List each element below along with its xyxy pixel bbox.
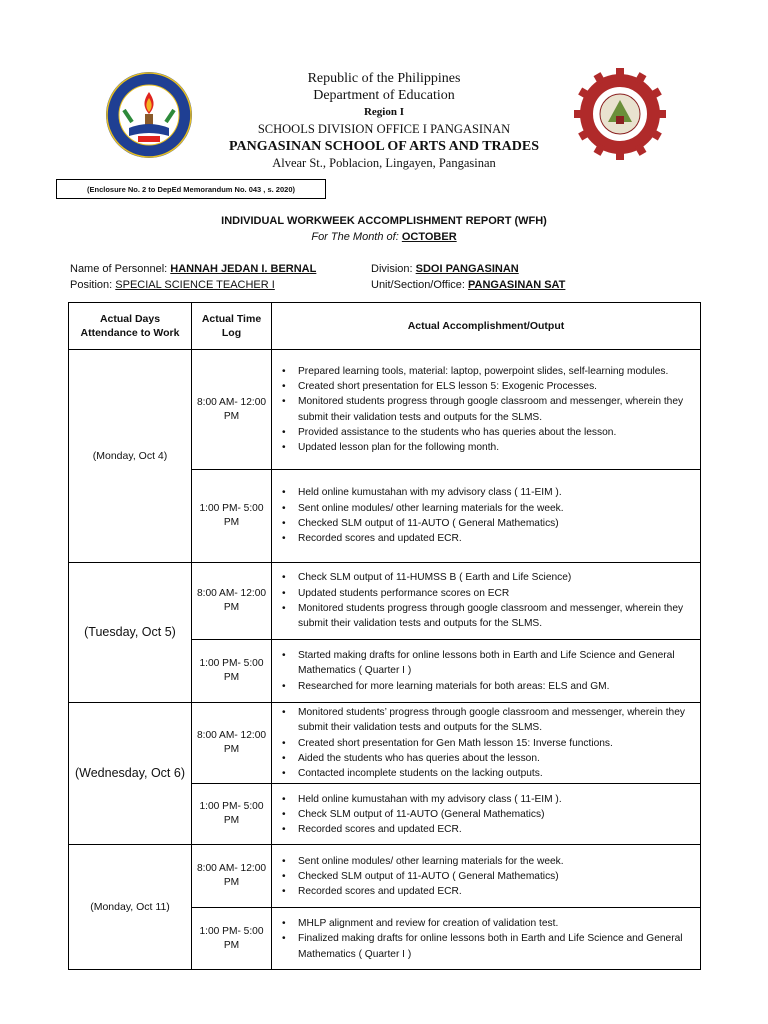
- list-item: • Checked SLM output of 11-AUTO ( General Mathematics): [278, 869, 696, 884]
- time-cell: 8:00 AM- 12:00 PM: [192, 563, 272, 640]
- list-item: • Checked SLM output of 11-AUTO ( General Mathematics): [278, 516, 696, 531]
- division-label: Division:: [371, 263, 413, 275]
- position-row: [70, 279, 275, 291]
- personnel-name-label: Name of Personnel:: [70, 263, 168, 275]
- table-row: [69, 563, 701, 640]
- header-accomplishment: Actual Accomplishment/Output: [272, 303, 701, 350]
- list-item: • Aided the students who has queries about the lesson.: [278, 751, 696, 766]
- accomplishment-cell: [272, 703, 701, 784]
- list-item: • Recorded scores and updated ECR.: [278, 822, 696, 837]
- school-address: Alvear St., Poblacion, Lingayen, Pangasinan: [272, 156, 496, 170]
- list-item: • Held online kumustahan with my advisory class ( 11-EIM ).: [278, 485, 696, 500]
- accomplishment-cell: [272, 845, 701, 908]
- document-header: [0, 70, 768, 172]
- list-item: • Monitored students progress through google classroom and messenger, wherein they submit their validation tests and outputs for the SLMS.: [278, 394, 696, 425]
- header-time: Actual Time Log: [192, 303, 272, 350]
- time-cell: 8:00 AM- 12:00 PM: [192, 845, 272, 908]
- personnel-name-value: HANNAH JEDAN I. BERNAL: [170, 263, 317, 275]
- list-item: • Provided assistance to the students who has queries about the lesson.: [278, 425, 696, 440]
- day-cell: (Wednesday, Oct 6): [69, 703, 192, 845]
- republic-line: Republic of the Philippines: [307, 71, 461, 86]
- list-item: • Updated students performance scores on ECR: [278, 586, 696, 601]
- list-item: • MHLP alignment and review for creation of validation test.: [278, 916, 696, 931]
- time-cell: 8:00 AM- 12:00 PM: [192, 350, 272, 470]
- month-label: For The Month of:: [311, 231, 399, 243]
- unit-row: [371, 279, 565, 291]
- list-item: • Updated lesson plan for the following month.: [278, 440, 696, 455]
- list-item: • Held online kumustahan with my advisory class ( 11-EIM ).: [278, 792, 696, 807]
- accomplishment-cell: [272, 908, 701, 970]
- time-cell: 1:00 PM- 5:00 PM: [192, 908, 272, 970]
- day-cell: (Monday, Oct 11): [69, 845, 192, 970]
- header-days: Actual Days Attendance to Work: [69, 303, 192, 350]
- list-item: • Prepared learning tools, material: laptop, powerpoint slides, self-learning modules.: [278, 364, 696, 379]
- list-item: • Sent online modules/ other learning materials for the week.: [278, 501, 696, 516]
- accomplishment-cell: [272, 470, 701, 563]
- list-item: • Created short presentation for Gen Math lesson 15: Inverse functions.: [278, 736, 696, 751]
- list-item: • Check SLM output of 11-AUTO (General Mathematics): [278, 807, 696, 822]
- list-item: • Sent online modules/ other learning materials for the week.: [278, 854, 696, 869]
- list-item: • Created short presentation for ELS lesson 5: Exogenic Processes.: [278, 379, 696, 394]
- list-item: • Started making drafts for online lessons both in Earth and Life Science and General Mathematics ( Quarter I ): [278, 648, 696, 679]
- enclosure-note: (Enclosure No. 2 to DepEd Memorandum No. 043 , s. 2020): [56, 179, 326, 199]
- table-header-row: [69, 303, 701, 350]
- school-name: PANGASINAN SCHOOL OF ARTS AND TRADES: [228, 139, 540, 154]
- time-cell: 1:00 PM- 5:00 PM: [192, 470, 272, 563]
- accomplishment-cell: [272, 563, 701, 640]
- region-line: Region I: [363, 106, 405, 118]
- list-item: • Researched for more learning materials for both areas: ELS and GM.: [278, 679, 696, 694]
- position-value: SPECIAL SCIENCE TEACHER I: [115, 279, 275, 291]
- accomplishment-cell: [272, 640, 701, 703]
- unit-label: Unit/Section/Office:: [371, 279, 465, 291]
- list-item: • Contacted incomplete students on the lacking outputs.: [278, 766, 696, 781]
- list-item: • Monitored students progress through google classroom and messenger, wherein they submit their validation tests and outputs for the SLMS.: [278, 601, 696, 632]
- division-row: [371, 263, 519, 275]
- list-item: • Check SLM output of 11-HUMSS B ( Earth and Life Science): [278, 570, 696, 585]
- unit-value: PANGASINAN SAT: [468, 279, 566, 291]
- accomplishment-cell: [272, 350, 701, 470]
- department-line: Department of Education: [313, 88, 455, 103]
- accomplishment-cell: [272, 784, 701, 845]
- table-row: [69, 703, 701, 784]
- month-value: OCTOBER: [401, 231, 457, 243]
- list-item: • Recorded scores and updated ECR.: [278, 531, 696, 546]
- personnel-name-row: [70, 263, 316, 275]
- time-cell: 8:00 AM- 12:00 PM: [192, 703, 272, 784]
- list-item: • Monitored students’ progress through google classroom and messenger, wherein they submit their validation tests and outputs for the SLMS.: [278, 705, 696, 736]
- division-value: SDOI PANGASINAN: [415, 263, 519, 275]
- report-month: [0, 231, 768, 243]
- table-row: [69, 350, 701, 470]
- day-cell: (Monday, Oct 4): [69, 350, 192, 563]
- table-row: [69, 845, 701, 908]
- position-label: Position:: [70, 279, 113, 291]
- day-cell: (Tuesday, Oct 5): [69, 563, 192, 703]
- time-cell: 1:00 PM- 5:00 PM: [192, 640, 272, 703]
- time-cell: 1:00 PM- 5:00 PM: [192, 784, 272, 845]
- report-title: INDIVIDUAL WORKWEEK ACCOMPLISHMENT REPORT (WFH): [221, 215, 547, 227]
- list-item: • Finalized making drafts for online lessons both in Earth and Life Science and General Mathematics ( Quarter I ): [278, 931, 696, 962]
- accomplishment-table: [68, 302, 701, 970]
- division-office-line: SCHOOLS DIVISION OFFICE I PANGASINAN: [257, 122, 511, 136]
- list-item: • Recorded scores and updated ECR.: [278, 884, 696, 899]
